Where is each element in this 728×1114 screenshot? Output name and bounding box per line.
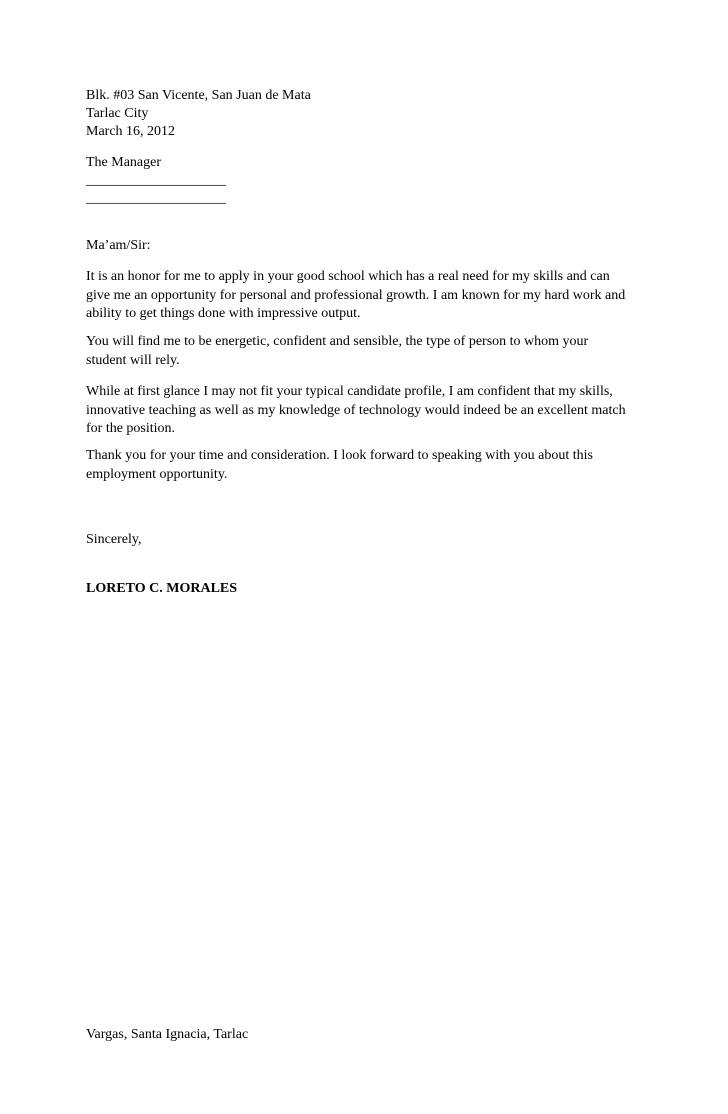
sender-address-line1: Blk. #03 San Vicente, San Juan de Mata [86,88,311,103]
recipient-blank-line1: ____________________ [86,173,226,188]
recipient-title: The Manager [86,155,162,170]
body-paragraph-2 [86,333,646,370]
letter-date: March 16, 2012 [86,124,176,139]
paragraph-line: give me an opportunity for personal and professional growth. I am known for my hard work and [86,287,626,303]
body-paragraph-4 [86,447,646,484]
signature-name: LORETO C. MORALES [86,581,238,596]
paragraph-line: employment opportunity. [86,466,228,482]
salutation: Ma’am/Sir: [86,238,151,253]
sender-address-line2: Tarlac City [86,106,149,121]
paragraph-line: It is an honor for me to apply in your good school which has a real need for my skills and can [86,269,610,284]
paragraph-line: ability to get things done with impressive output. [86,306,361,321]
closing: Sincerely, [86,532,142,547]
paragraph-line: You will find me to be energetic, confident and sensible, the type of person to whom your [86,334,589,349]
recipient-blank-line2: ____________________ [86,191,226,206]
footer-address: Vargas, Santa Ignacia, Tarlac [86,1027,249,1042]
paragraph-line: student will rely. [86,352,180,368]
body-paragraph-3 [86,383,646,439]
paragraph-line: While at first glance I may not fit your typical candidate profile, I am confident that my skills, [86,384,613,399]
paragraph-line: innovative teaching as well as my knowledge of technology would indeed be an excellent match [86,402,626,418]
body-paragraph-1 [86,268,646,324]
paragraph-line: for the position. [86,421,176,436]
paragraph-line: Thank you for your time and consideration. I look forward to speaking with you about this [86,448,594,463]
